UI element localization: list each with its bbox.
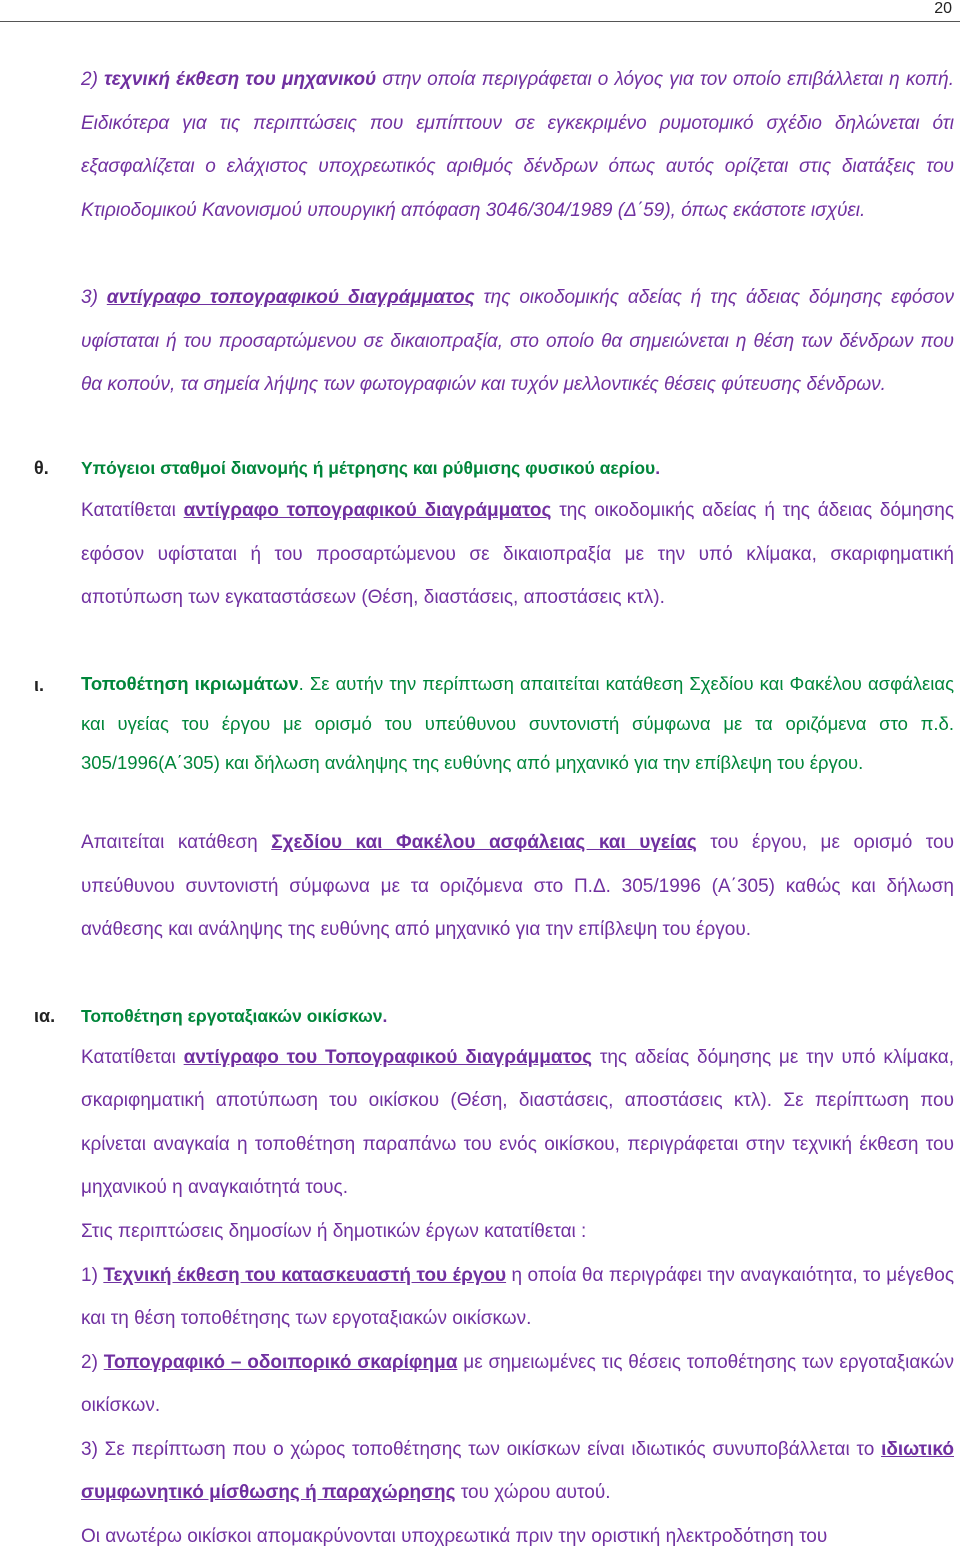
section-number-ia: ια. xyxy=(34,1006,56,1026)
item-number: 3) xyxy=(81,287,107,308)
section-heading-gas-stations xyxy=(81,458,660,479)
paragraph-text: Κατατίθεται xyxy=(81,500,184,521)
paragraph-text: στην οποία περιγράφεται ο λόγος για τον οποίο επιβάλλεται η κοπή. Ειδικότερα για τις περιπτώσεις που εμπίπτουν σε εγκεκριμένο ρυμοτομικό σχέδιο δηλώνεται ότι εξασφαλίζεται ο ελάχιστος υποχρεωτικός αριθμός δένδρων όπως αυτός ορίζεται στις διατάξεις του Κτιριοδομικού Κανονισμού υπουργική απόφαση 3046/304/1989 (Δ΄59), όπως εκάστοτε ισχύει. xyxy=(81,69,954,221)
page-number: 20 xyxy=(934,0,952,17)
paragraph-text: του χώρου αυτού. xyxy=(455,1482,611,1504)
item-number: 2) xyxy=(81,1352,104,1373)
header-divider xyxy=(0,21,960,22)
paragraph-text: της οικοδομικής αδείας ή της άδειας δόμησης εφόσον υφίσταται ή του προσαρτώμενου σε δικαιοπραξία, στο οποίο θα σημειώνεται η θέση των δένδρων που θα κοπούν, τα σημεία λήψης των φωτογραφιών και τυχόν μελλοντικές θέσεις φύτευσης δένδρων. xyxy=(81,287,954,396)
paragraph-public-works-intro: Στις περιπτώσεις δημοσίων ή δημοτικών έργων κατατίθεται : xyxy=(81,1221,587,1242)
paragraph-scaffolding xyxy=(81,664,954,783)
paragraph-cabin-removal: Οι ανωτέρω οικίσκοι απομακρύνονται υποχρεωτικά πριν την οριστική ηλεκτροδότηση του xyxy=(81,1526,828,1547)
section-number-iota: ι. xyxy=(34,675,45,695)
paragraph-text: 3) Σε περίπτωση που ο χώρος τοποθέτησης των οικίσκων είναι ιδιωτικός συνυποβάλλεται το xyxy=(81,1439,882,1460)
paragraph-cabin-topographic xyxy=(81,1036,954,1209)
paragraph-text: η οποία θα περιγράφει την αναγκαιότητα, το μέγεθος και τη θέση τοποθέτησης των εργοταξιακών οικίσκων. xyxy=(81,1265,954,1330)
bold-phrase: Σχεδίου και Φακέλου ασφάλειας και υγείας xyxy=(271,832,697,853)
bold-phrase: Τεχνική έκθεση του κατασκευαστή του έργου xyxy=(103,1265,507,1286)
bold-phrase: αντίγραφο του Τοπογραφικού διαγράμματος xyxy=(183,1047,593,1068)
list-item-private-lease xyxy=(81,1428,954,1515)
item-number: 1) xyxy=(81,1265,104,1286)
paragraph-topographic-copy xyxy=(81,276,954,407)
paragraph-text: . Σε αυτήν την περίπτωση απαιτείται κατάθεση Σχεδίου και Φακέλου ασφάλειας και υγείας του έργου με ορισμό του υπεύθυνου συντονιστή σύμφωνα με τα οριζόμενα στο π.δ. 305/1996(Α΄305) και δήλωση ανάληψης της ευθύνης από μηχανικό για την επίβλεψη του έργου. xyxy=(81,673,954,774)
heading-period: . xyxy=(382,1006,388,1026)
bold-phrase: τεχνική έκθεση του μηχανικού xyxy=(104,69,377,90)
section-number-theta: θ. xyxy=(34,458,49,478)
bold-phrase: ιδιωτικό συμφωνητικό μίσθωσης ή παραχώρησης xyxy=(81,1439,954,1504)
bold-phrase: αντίγραφο τοπογραφικού διαγράμματος xyxy=(183,500,552,521)
paragraph-text: με σημειωμένες τις θέσεις τοποθέτησης των εργοταξιακών οικίσκων. xyxy=(81,1352,954,1417)
section-heading-site-cabins xyxy=(81,1006,387,1027)
paragraph-safety-plan xyxy=(81,821,954,952)
bold-phrase: αντίγραφο τοπογραφικού διαγράμματος xyxy=(106,287,475,308)
paragraph-text: Κατατίθεται xyxy=(81,1047,184,1068)
paragraph-text: της αδείας δόμησης με την υπό κλίμακα, σκαριφηματική αποτύπωση του οικίσκου (Θέση, διαστάσεις, αποστάσεις κτλ). Σε περίπτωση που κρίνεται αναγκαία η τοποθέτηση παραπάνω του ενός οικίσκου, περιγράφεται στην τεχνική έκθεση του μηχανικού η αναγκαιότητά τους. xyxy=(81,1047,955,1198)
section-heading-scaffolding: Τοποθέτηση ικριωμάτων xyxy=(81,673,299,694)
list-item-contractor-report xyxy=(81,1254,954,1341)
item-number: 2) xyxy=(81,69,105,90)
heading-text: Υπόγειοι σταθμοί διανομής ή μέτρησης και ρύθμισης φυσικού αερίου xyxy=(81,458,656,478)
heading-period: . xyxy=(655,458,661,478)
paragraph-text: Απαιτείται κατάθεση xyxy=(81,832,272,853)
bold-phrase: Τοπογραφικό – οδοιπορικό σκαρίφημα xyxy=(103,1352,458,1373)
heading-text: Τοποθέτηση εργοταξιακών οικίσκων xyxy=(81,1006,383,1026)
list-item-route-sketch xyxy=(81,1341,954,1428)
paragraph-text: του έργου, με ορισμό του υπεύθυνου συντονιστή σύμφωνα με τα οριζόμενα στο Π.Δ. 305/1996 (Α΄305) καθώς και δήλωση ανάθεσης και ανάληψης της ευθύνης από μηχανικό για την επίβλεψη του έργου. xyxy=(81,832,954,941)
paragraph-technical-report xyxy=(81,58,954,232)
paragraph-gas-stations xyxy=(81,489,954,620)
paragraph-text: της οικοδομικής αδείας ή της άδειας δόμησης εφόσον υφίσταται ή του προσαρτώμενου σε δικαιοπραξία με την υπό κλίμακα, σκαριφηματική αποτύπωση των εγκαταστάσεων (Θέση, διαστάσεις, αποστάσεις κτλ). xyxy=(81,500,954,609)
